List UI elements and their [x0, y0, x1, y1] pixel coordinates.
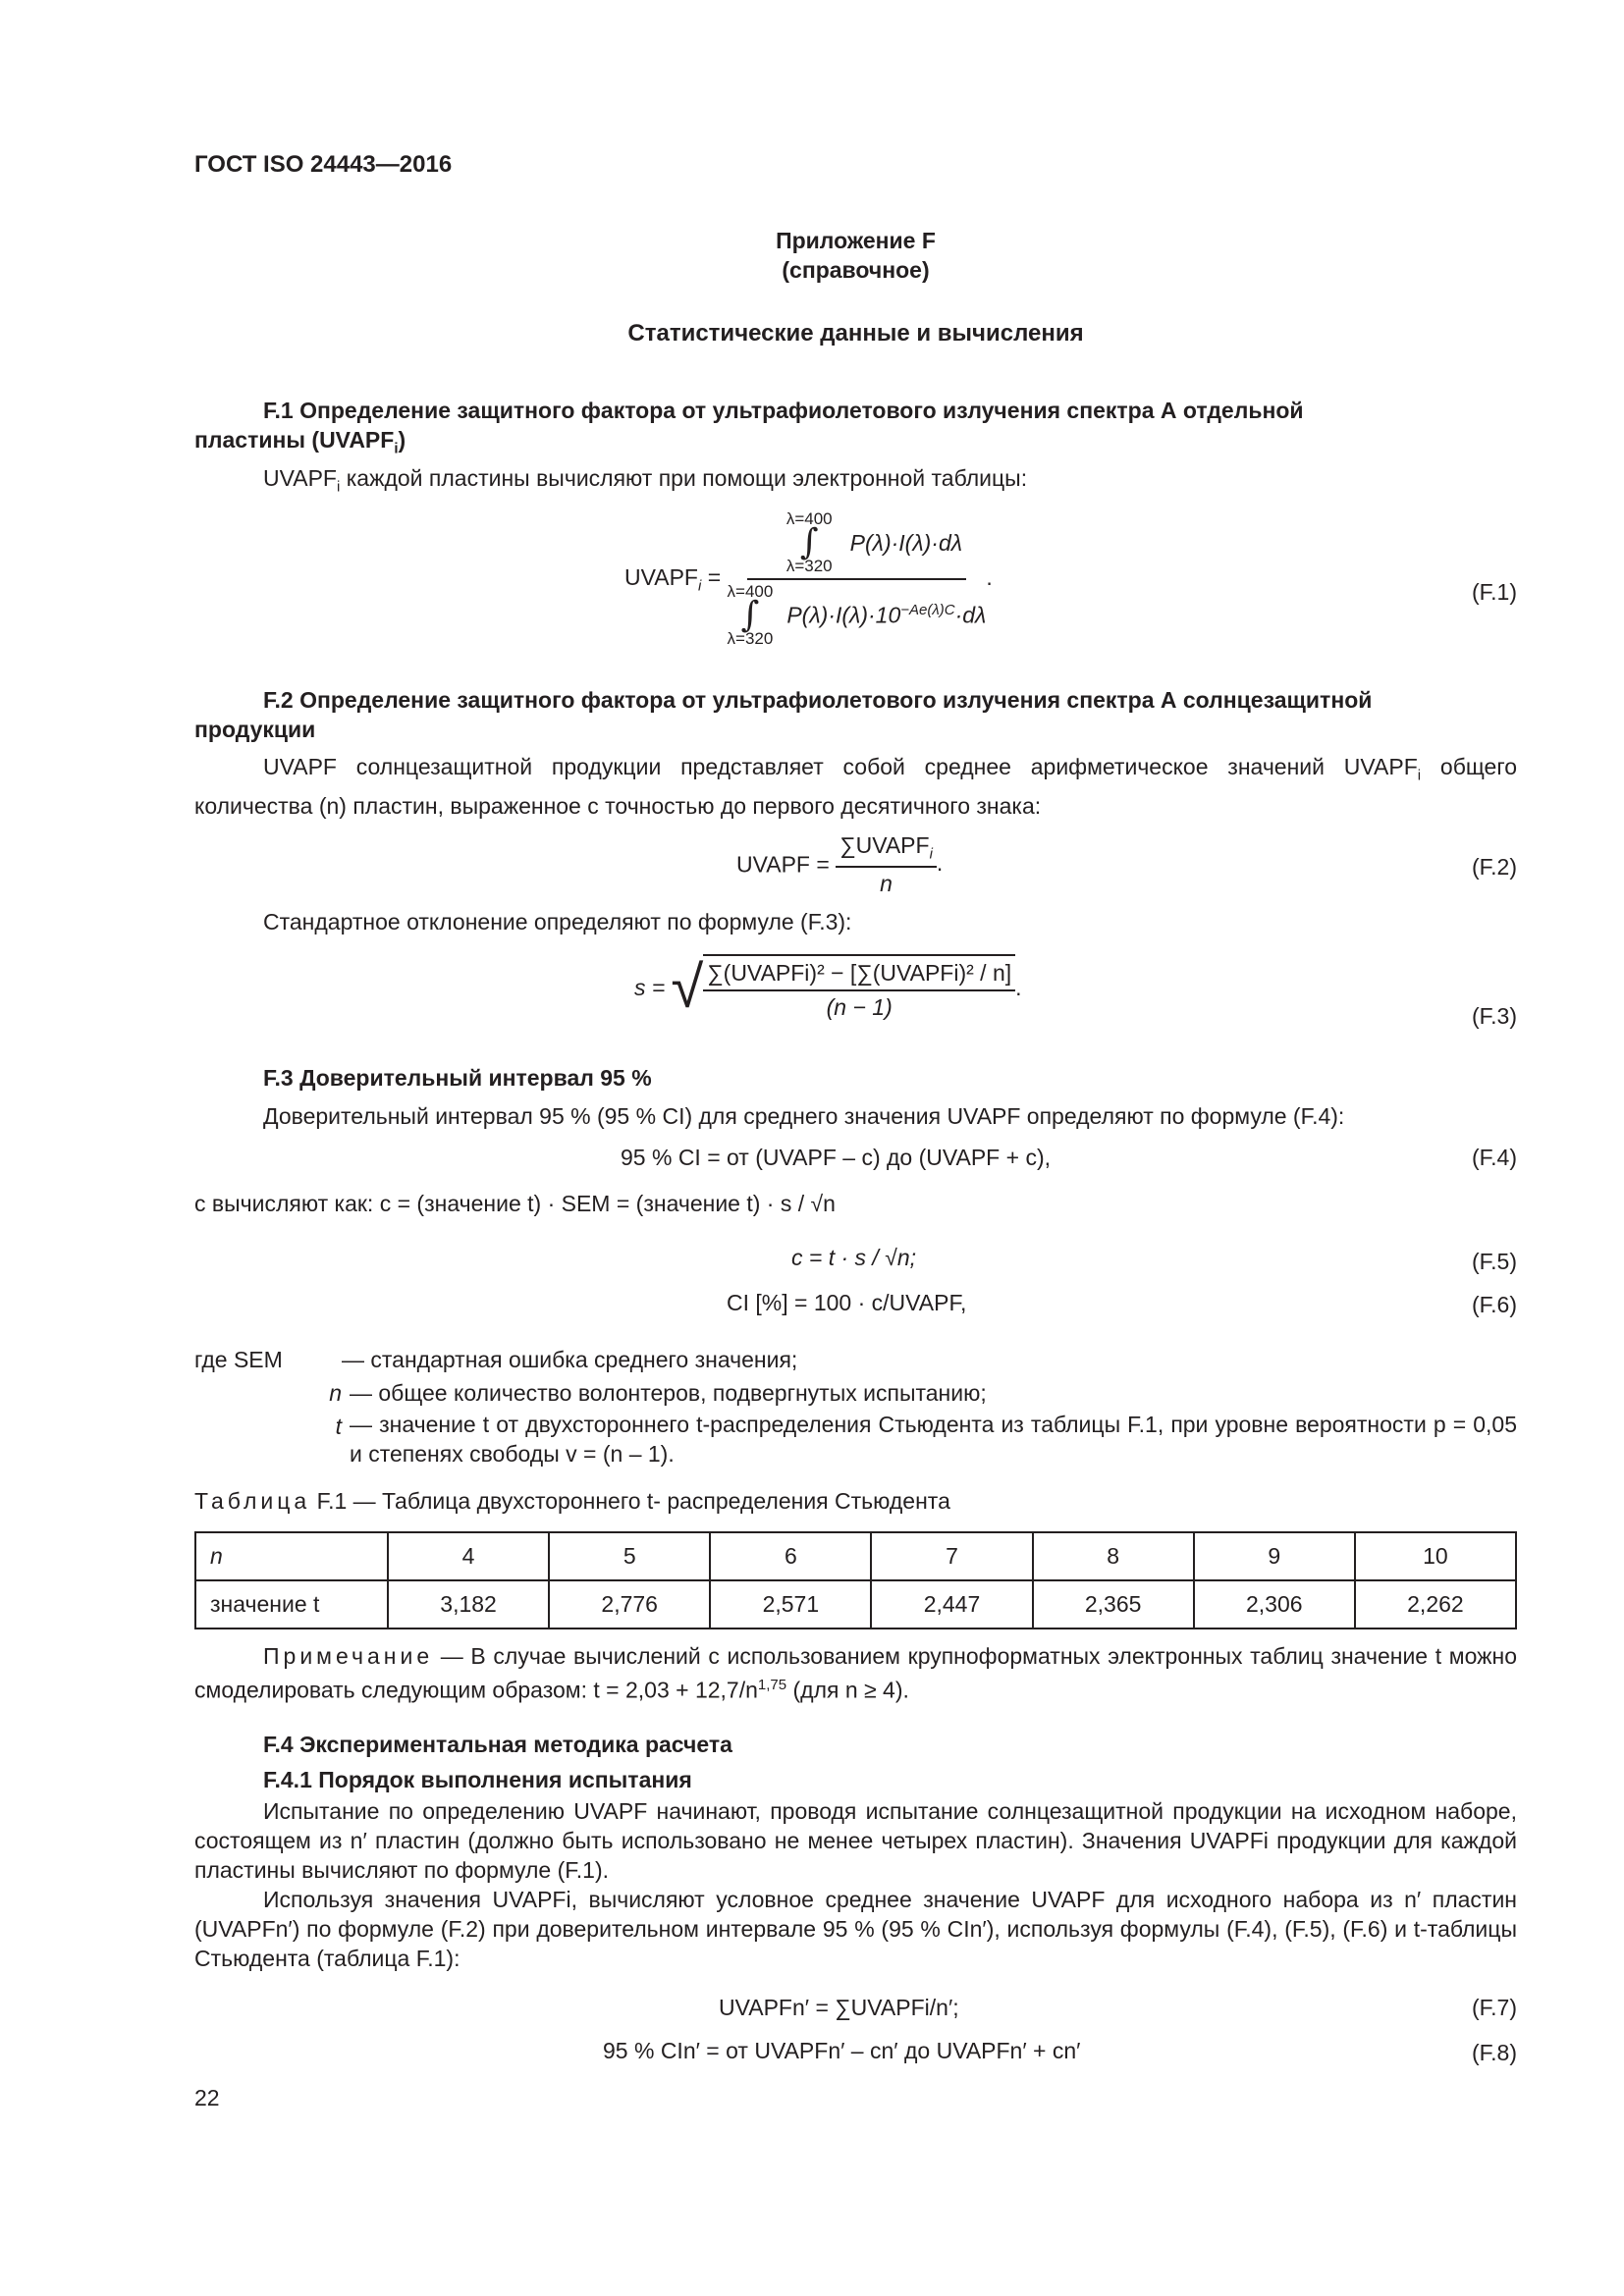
section-f1-heading	[194, 396, 1517, 464]
note-text: (для n ≥ 4).	[786, 1677, 909, 1703]
fraction	[728, 510, 987, 648]
note-label: Примечание	[263, 1643, 434, 1669]
text: c вычисляют как:	[194, 1191, 374, 1216]
f4-paragraph-2: Используя значения UVAPFi, вычисляют условное среднее значение UVAPF для исходного набора из n′ пластин (UVAPFn′) по формуле (F.2) при доверительном интервале 95 % (95 % CIn′), используя формулы (F.4), (F.5), (F.6) и t-таблицы Стьюдента (таблица F.1):	[194, 1887, 1517, 1971]
c-definition	[194, 1191, 836, 1217]
heading-text: F.2 Определение защитного фактора от ультрафиолетового излучения спектра А солнцезащитной	[263, 687, 1373, 713]
equation-label: (F.5)	[1472, 1249, 1517, 1274]
where-list	[194, 1343, 1517, 1468]
integral-symbol: ∫	[740, 595, 760, 635]
equation-f1: $UVAPF_i$ = λ=400 ∫ λ=320 P(λ)·I(λ)·dλ λ=400 ∫ λ=320 $P(\lambda)\cdot I(\lambda)\cdot 10^{-Ae(\lambda)C}\cdot d\lambda$ .	[624, 509, 993, 648]
table-cell: 8	[1033, 1532, 1194, 1580]
sqrt-symbol: √	[671, 954, 704, 1020]
table-cell: 2,365	[1033, 1580, 1194, 1629]
numerator: P(λ)·I(λ)·dλ	[849, 529, 963, 556]
equation-f2: UVAPF = $\frac{\sum UVAPF_i}{n}$ .	[736, 832, 944, 896]
eq-lhs: s =	[634, 974, 666, 1000]
caption-text: F.1 — Таблица двухстороннего t- распределения Стьюдента	[310, 1488, 950, 1514]
table-cell: значение t	[195, 1580, 388, 1629]
where-item	[194, 1343, 1517, 1376]
equation-label: (F.8)	[1472, 2040, 1517, 2065]
equation-label: (F.4)	[1472, 1145, 1517, 1170]
subscript: i	[1417, 767, 1422, 784]
table-note	[194, 1641, 1517, 1705]
page-number: 22	[194, 2085, 220, 2110]
section-f2-heading	[194, 685, 1517, 744]
subscript: i	[336, 478, 341, 496]
section-f4-heading: F.4 Экспериментальная методика расчета	[263, 1732, 732, 1757]
text: UVAPF солнцезащитной продукции представляет собой среднее арифметическое значений UVAPF	[263, 754, 1418, 779]
heading-text: продукции	[194, 717, 316, 742]
text: UVAPF	[263, 465, 337, 491]
note-text: — В случае вычислений с использованием крупноформатных электронных таблиц значение t можно смоделировать следующим образом: t = 2,03 + 12,7/n	[194, 1643, 1517, 1703]
table-cell: 2,447	[871, 1580, 1032, 1629]
f1-text	[194, 463, 1517, 503]
table-cell: 4	[388, 1532, 549, 1580]
exponent: −Ae(λ)C	[900, 602, 955, 619]
f3-text: Доверительный интервал 95 % (95 % CI) для среднего значения UVAPF определяют по формуле (F.4):	[263, 1103, 1345, 1129]
upper-limit: λ=400	[785, 509, 833, 528]
denominator: n	[880, 870, 893, 896]
exponent: 1,75	[757, 1677, 787, 1693]
definition: — значение t от двухстороннего t-распределения Стьюдента из таблицы F.1, при уровне вероятности p = 0,05 и степенях свободы v = (n – 1).	[350, 1412, 1517, 1467]
table-cell: 9	[1194, 1532, 1355, 1580]
equation-f5: c = t · s / √n;	[791, 1245, 917, 1270]
lower-limit: λ=320	[727, 629, 774, 648]
text: каждой пластины вычисляют при помощи электронной таблицы:	[340, 465, 1028, 491]
table-row	[195, 1580, 1516, 1629]
definition: — стандартная ошибка среднего значения;	[342, 1347, 798, 1372]
numerator: ∑(UVAPFi)² − [∑(UVAPFi)² / n]	[703, 960, 1015, 991]
document-id: ГОСТ ISO 24443—2016	[194, 151, 453, 178]
equation-label: (F.2)	[1472, 854, 1517, 880]
heading-text: F.1 Определение защитного фактора от ультрафиолетового излучения спектра А отдельной	[263, 398, 1304, 423]
table-cell: 2,306	[1194, 1580, 1355, 1629]
eq-lhs: UVAPF =	[736, 851, 830, 878]
std-text: Стандартное отклонение определяют по формуле (F.3):	[263, 909, 852, 934]
text: общего количества (n) пластин, выраженное с точностью до первого десятичного знака:	[194, 754, 1517, 819]
equation-f3: s = √ $\frac{\text{∑(UVAPFi)² − [∑(UVAPFi)² / n]}}{(n - 1)}$ .	[634, 954, 1022, 1020]
lower-limit: λ=320	[785, 557, 833, 575]
where-item	[194, 1376, 1517, 1410]
equation-f7: UVAPFn′ = ∑UVAPFi/n′;	[719, 1995, 959, 2020]
table-cell: n	[195, 1532, 388, 1580]
heading-text: )	[398, 427, 406, 453]
term: n	[329, 1380, 342, 1406]
equation-label: (F.3)	[1472, 1003, 1517, 1029]
annex-heading: Статистические данные и вычисления	[627, 320, 1084, 347]
f2-paragraph	[194, 752, 1517, 821]
upper-limit: λ=400	[727, 582, 774, 601]
table-cell: 7	[871, 1532, 1032, 1580]
numerator: ∑UVAPF	[839, 832, 930, 858]
denominator: (n − 1)	[826, 994, 893, 1020]
equation-label: (F.1)	[1472, 579, 1517, 605]
equation-label: (F.6)	[1472, 1292, 1517, 1317]
student-t-table	[194, 1531, 1517, 1629]
table-cell: 10	[1355, 1532, 1516, 1580]
term: где SEM	[194, 1347, 283, 1372]
table-caption	[194, 1488, 950, 1515]
equation-f6: CI [%] = 100 · c/UVAPF,	[727, 1290, 967, 1315]
heading-text: пластины (UVAPF	[194, 427, 395, 453]
table-cell: 6	[710, 1532, 871, 1580]
table-cell: 2,571	[710, 1580, 871, 1629]
caption-label: Таблица	[194, 1488, 311, 1514]
term: t	[335, 1414, 342, 1439]
table-cell: 2,262	[1355, 1580, 1516, 1629]
integral-symbol: ∫	[799, 522, 819, 562]
where-item	[194, 1410, 1517, 1468]
table-cell: 5	[549, 1532, 710, 1580]
annex-title: Приложение F	[776, 228, 936, 253]
subscript: i	[697, 577, 702, 595]
section-f3-heading: F.3 Доверительный интервал 95 %	[263, 1065, 652, 1091]
f4-paragraph-1: Испытание по определению UVAPF начинают, проводя испытание солнцезащитной продукции на исходном наборе, состоящем из n′ пластин (должно быть использовано не менее четырех пластин). Значения UVAPFi продукции для каждой пластины вычисляют по формуле (F.1).	[194, 1798, 1517, 1883]
equation-label: (F.7)	[1472, 1995, 1517, 2020]
denominator: P(λ)·I(λ)·10	[786, 602, 901, 628]
table-cell: 2,776	[549, 1580, 710, 1629]
equation-f4: 95 % CI = от (UVAPF – c) до (UVAPF + c),	[621, 1145, 1051, 1170]
denominator-end: ·dλ	[954, 602, 987, 628]
table-row	[195, 1532, 1516, 1580]
subscript: i	[929, 845, 933, 863]
definition: — общее количество волонтеров, подвергнутых испытанию;	[350, 1380, 987, 1406]
subscript: i	[394, 440, 399, 457]
eq-lhs: UVAPF	[624, 563, 698, 590]
formula: c = (значение t) · SEM = (значение t) · s / √n	[379, 1191, 836, 1216]
table-cell: 3,182	[388, 1580, 549, 1629]
fraction	[703, 954, 1015, 1021]
section-f41-heading: F.4.1 Порядок выполнения испытания	[263, 1767, 692, 1792]
annex-kind: (справочное)	[782, 257, 930, 283]
equation-f8: 95 % CIn′ = от UVAPFn′ – cn′ до UVAPFn′ + cn′	[603, 2038, 1081, 2063]
fraction	[836, 832, 937, 897]
